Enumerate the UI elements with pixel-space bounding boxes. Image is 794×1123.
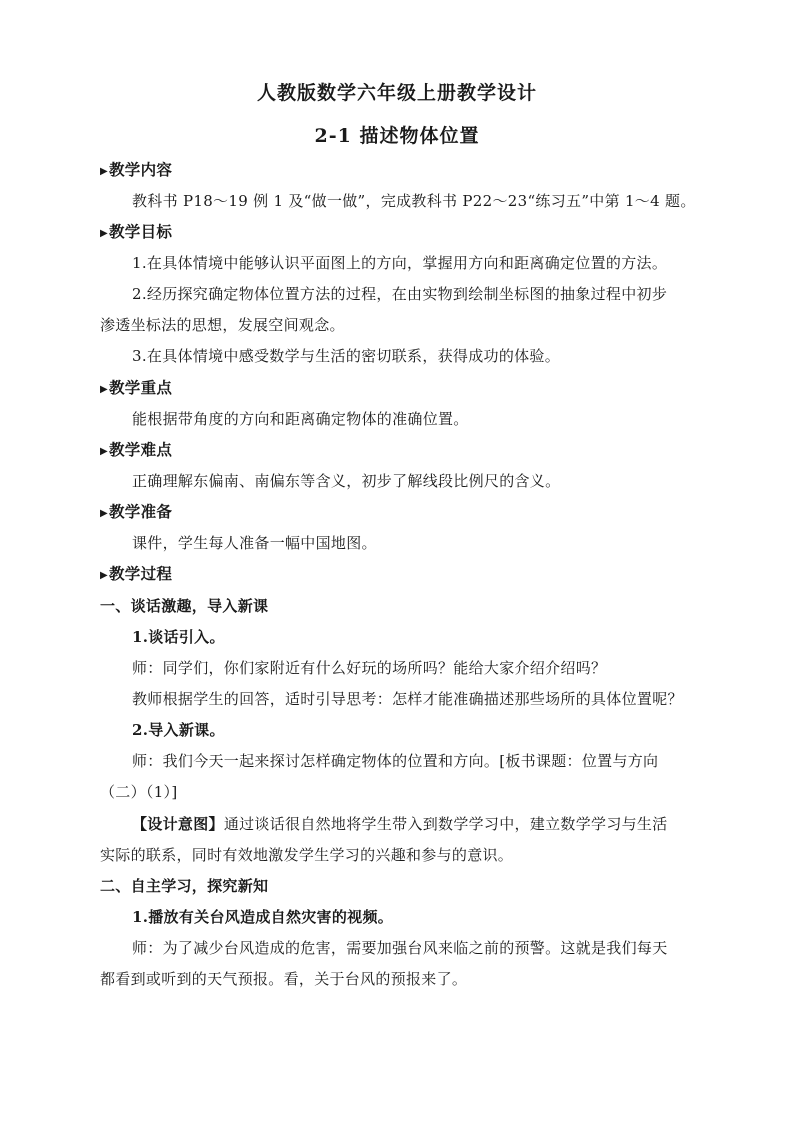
heading-marker-icon: ▶ [100, 384, 108, 395]
design-intent-label: 【设计意图】 [132, 815, 224, 833]
difficult-text: 正确理解东偏南、南偏东等含义，初步了解线段比例尺的含义。 [132, 472, 561, 490]
heading-marker-icon: ▶ [100, 228, 108, 239]
part2-title: 二、自主学习，探究新知 [100, 877, 269, 895]
heading-key [100, 378, 172, 400]
part1-step1: 1.谈话引入。 [132, 628, 225, 646]
part1-step2: 2.导入新课。 [132, 721, 225, 739]
part2-step1: 1.播放有关台风造成自然灾害的视频。 [132, 908, 394, 926]
design-intent-text: 通过谈话很自然地将学生带入到数学学习中，建立数学学习与生活 [223, 815, 668, 833]
heading-label: 教学目标 [109, 222, 173, 241]
heading-marker-icon: ▶ [100, 508, 108, 519]
goal-2-line2: 渗透坐标法的思想，发展空间观念。 [100, 316, 345, 334]
goal-1: 1.在具体情境中能够认识平面图上的方向，掌握用方向和距离确定位置的方法。 [132, 254, 668, 272]
part1-teacher1: 师：同学们，你们家附近有什么好玩的场所吗？能给大家介绍介绍吗？ [132, 659, 607, 677]
heading-label: 教学过程 [109, 564, 173, 583]
part1-title: 一、谈话激趣，导入新课 [100, 597, 269, 615]
goal-3: 3.在具体情境中感受数学与生活的密切联系，获得成功的体验。 [132, 347, 561, 365]
part1-teacher2-line1: 师：我们今天一起来探讨怎样确定物体的位置和方向。[板书课题：位置与方向 [132, 752, 659, 770]
document-title: 人教版数学六年级上册教学设计 [256, 82, 537, 104]
heading-content [100, 160, 172, 182]
content-text: 教科书 P18～19 例 1 及“做一做”，完成教科书 P22～23“练习五”中第 1～4 题。 [132, 192, 696, 210]
heading-marker-icon: ▶ [100, 446, 108, 457]
heading-goals [100, 222, 172, 244]
heading-label: 教学准备 [109, 502, 173, 521]
heading-marker-icon: ▶ [100, 570, 108, 581]
part2-teacher-line1: 师：为了减少台风造成的危害，需要加强台风来临之前的预警。这就是我们每天 [132, 939, 668, 957]
heading-label: 教学内容 [109, 160, 173, 179]
part1-guide1: 教师根据学生的回答，适时引导思考：怎样才能准确描述那些场所的具体位置呢？ [132, 690, 683, 708]
key-text: 能根据带角度的方向和距离确定物体的准确位置。 [132, 410, 469, 428]
part2-teacher-line2: 都看到或听到的天气预报。看，关于台风的预报来了。 [100, 970, 468, 988]
heading-label: 教学重点 [109, 378, 173, 397]
prep-text: 课件，学生每人准备一幅中国地图。 [132, 534, 377, 552]
heading-marker-icon: ▶ [100, 166, 108, 177]
part1-intent-line1 [132, 814, 668, 834]
heading-difficult [100, 440, 172, 462]
part1-intent-line2: 实际的联系，同时有效地激发学生学习的兴趣和参与的意识。 [100, 846, 514, 864]
part1-teacher2-line2: （二）（1）] [100, 783, 178, 801]
heading-prep [100, 502, 172, 524]
lesson-subtitle: 2-1 描述物体位置 [314, 125, 480, 147]
heading-process [100, 564, 172, 586]
goal-2-line1: 2.经历探究确定物体位置方法的过程，在由实物到绘制坐标图的抽象过程中初步 [132, 285, 668, 303]
heading-label: 教学难点 [109, 440, 173, 459]
